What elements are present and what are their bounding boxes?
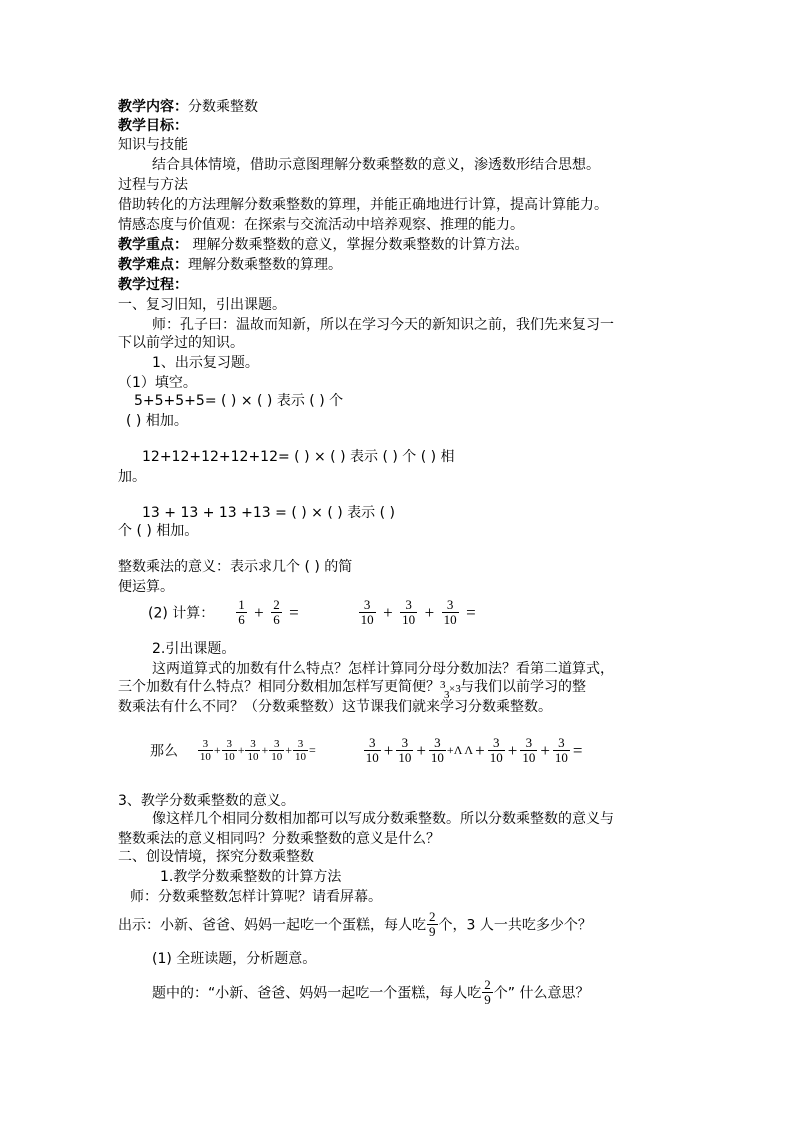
- denominator: 10: [554, 750, 568, 765]
- blank-line-2: 12+12+12+12+12= ( ) × ( ) 表示 ( ) 个 ( ) 相: [142, 449, 455, 465]
- equals-sign: =: [309, 743, 316, 757]
- numerator: 3: [558, 735, 565, 750]
- fraction: [553, 736, 570, 765]
- paragraph-line: 下以前学过的知识。: [118, 335, 244, 351]
- fraction: [271, 598, 282, 627]
- difficulty-text: 理解分数乘整数的算理。: [188, 257, 342, 273]
- key-point-label: 教学重点：: [118, 237, 188, 253]
- method-heading: 1.教学分数乘整数的计算方法: [160, 869, 342, 885]
- denominator: 10: [199, 751, 211, 763]
- denominator: 9: [429, 924, 436, 939]
- fraction: [236, 598, 247, 627]
- denominator: 10: [223, 751, 235, 763]
- numerator: 3: [274, 738, 280, 750]
- plus-sign: +: [540, 740, 550, 760]
- show-problem: [118, 910, 592, 939]
- equals-sign: =: [572, 740, 583, 760]
- numerator: 3: [226, 738, 232, 750]
- content-line: [118, 98, 258, 116]
- multiplication-meaning-b: 便运算。: [118, 579, 174, 595]
- equals-sign: =: [289, 602, 299, 622]
- numerator: 1: [238, 597, 245, 612]
- numerator: 2: [273, 597, 280, 612]
- process-heading: 教学过程：: [118, 277, 188, 293]
- ellipsis: Λ Λ: [453, 743, 474, 757]
- denominator: 10: [365, 750, 379, 765]
- fraction: [198, 738, 213, 763]
- blank-line-3b: 个 ( ) 相加。: [118, 523, 199, 539]
- numerator: 3: [405, 597, 412, 612]
- blank-line-1: 5+5+5+5= ( ) × ( ) 表示 ( ) 个: [134, 393, 344, 409]
- knowledge-skills: 知识与技能: [118, 137, 188, 153]
- difficulty-line: [118, 256, 342, 274]
- plus-sign: +: [416, 740, 426, 760]
- denominator: 10: [402, 612, 416, 627]
- section-1-heading: 一、复习旧知，引出课题。: [118, 297, 286, 313]
- fill-blank-heading: （1）填空。: [118, 375, 197, 391]
- key-point-text: 理解分数乘整数的意义，掌握分数乘整数的计算方法。: [188, 237, 529, 253]
- fraction: [400, 598, 417, 627]
- plus-sign: +: [475, 740, 485, 760]
- multiplier: ×3: [449, 683, 461, 695]
- text-run: 个，3 人一共吃多少个？: [438, 917, 592, 934]
- numerator: 2: [484, 977, 491, 992]
- denominator: 9: [484, 992, 491, 1007]
- fraction: [488, 736, 505, 765]
- plus-sign: +: [507, 740, 518, 760]
- section-3-heading: 3、教学分数乘整数的意义。: [118, 793, 295, 809]
- content-label: 教学内容：: [118, 99, 188, 115]
- denominator: 10: [398, 750, 412, 765]
- plus-sign: +: [383, 740, 394, 760]
- numerator: 3: [401, 735, 409, 750]
- fraction: [482, 978, 493, 1007]
- text-run: 三个加数有什么特点？相同分数相加怎样写更简便？: [118, 679, 440, 695]
- fraction: [222, 738, 237, 763]
- content-text: 分数乘整数: [188, 99, 258, 115]
- plus-sign: +: [424, 602, 435, 622]
- fraction: [520, 736, 537, 765]
- read-problem: (1) 全班读题，分析题意。: [152, 951, 317, 967]
- denominator: 10: [360, 612, 374, 627]
- question-line: [152, 978, 589, 1007]
- denominator: 10: [247, 751, 259, 763]
- numerator: 3: [297, 738, 304, 750]
- fraction: [269, 738, 284, 763]
- text-run: 与我们以前学习的整: [460, 679, 586, 695]
- then-label: 那么: [150, 743, 178, 760]
- plus-sign: +: [213, 743, 221, 757]
- calc-row: [148, 598, 478, 627]
- sum-row: [150, 736, 585, 765]
- plus-sign: +: [254, 602, 264, 622]
- numerator: 3: [525, 735, 533, 750]
- denominator: 6: [238, 612, 245, 627]
- multiplication-meaning: 整数乘法的意义：表示求几个 ( ) 的简: [118, 559, 353, 575]
- equals-sign: =: [466, 602, 476, 622]
- objective-3: 情感态度与价值观：在探索与交流活动中培养观察、推理的能力。: [118, 217, 524, 233]
- plus-sign: +: [237, 743, 245, 757]
- fraction: [396, 736, 413, 765]
- teacher-line: 师：分数乘整数怎样计算呢？请看屏幕。: [130, 889, 382, 905]
- numerator: 3: [363, 597, 371, 612]
- denominator: 10: [430, 750, 444, 765]
- paragraph-line: 这两道算式的加数有什么特点？怎样计算同分母分数加法？看第二道算式，: [152, 661, 614, 677]
- fraction: [364, 736, 381, 765]
- denominator: 10: [271, 751, 283, 763]
- process-methods: 过程与方法: [118, 177, 188, 193]
- inline-fraction: [440, 678, 461, 701]
- numerator: 2: [429, 909, 436, 924]
- numerator: 3: [250, 738, 256, 750]
- fraction: [427, 910, 438, 939]
- plus-sign: +: [261, 743, 269, 757]
- paragraph-line: 师：孔子曰：温故而知新，所以在学习今天的新知识之前，我们先来复习一: [152, 317, 614, 333]
- plus-sign: +: [285, 743, 293, 757]
- fraction: [293, 738, 308, 763]
- numerator: 3: [446, 597, 454, 612]
- blank-line-2b: 加。: [118, 469, 146, 485]
- paragraph-line: [118, 678, 586, 701]
- denominator: 10: [489, 750, 503, 765]
- denominator: 3: [444, 689, 450, 701]
- review-heading: 1、出示复习题。: [152, 355, 259, 371]
- objective-2: 借助转化的方法理解分数乘整数的算理，并能正确地进行计算，提高计算能力。: [118, 197, 608, 213]
- fraction: [429, 736, 446, 765]
- denominator: 10: [443, 612, 457, 627]
- paragraph-line: 数乘法有什么不同？（分数乘整数）这节课我们就来学习分数乘整数。: [118, 699, 552, 715]
- plus-sign: +: [383, 602, 393, 622]
- blank-line-3: 13 + 13 + 13 +13 = ( ) × ( ) 表示 ( ): [142, 505, 395, 521]
- denominator: 10: [522, 750, 536, 765]
- fraction: [442, 598, 459, 627]
- objectives-heading: 教学目标：: [118, 118, 188, 134]
- denominator: 6: [273, 612, 280, 627]
- text-run: 个” 什么意思？: [493, 985, 590, 1002]
- intro-heading: 2.引出课题。: [152, 641, 236, 657]
- key-point-line: [118, 236, 528, 254]
- text-run: 出示：小新、爸爸、妈妈一起吃一个蛋糕，每人吃: [118, 917, 426, 934]
- paragraph-line: 像这样几个相同分数相加都可以写成分数乘整数。所以分数乘整数的意义与: [152, 811, 614, 827]
- numerator: 3: [440, 679, 446, 691]
- numerator: 3: [434, 735, 441, 750]
- paragraph-line: 整数乘法的意义相同吗？分数乘整数的意义是什么？: [118, 831, 440, 847]
- numerator: 3: [492, 735, 500, 750]
- numerator: 3: [202, 738, 209, 750]
- difficulty-label: 教学难点：: [118, 257, 188, 273]
- denominator: 10: [295, 751, 307, 763]
- calc-label: (2) 计算：: [148, 605, 215, 622]
- fraction: [359, 598, 376, 627]
- fraction: [245, 738, 260, 763]
- text-run: 题中的：“小新、爸爸、妈妈一起吃一个蛋糕，每人吃: [152, 985, 482, 1002]
- section-2-heading: 二、创设情境，探究分数乘整数: [118, 849, 314, 865]
- numerator: 3: [368, 735, 376, 750]
- objective-1: 结合具体情境，借助示意图理解分数乘整数的意义，渗透数形结合思想。: [152, 157, 600, 173]
- plus-sign: +: [446, 743, 454, 757]
- blank-line-1b: ( ) 相加。: [126, 413, 188, 429]
